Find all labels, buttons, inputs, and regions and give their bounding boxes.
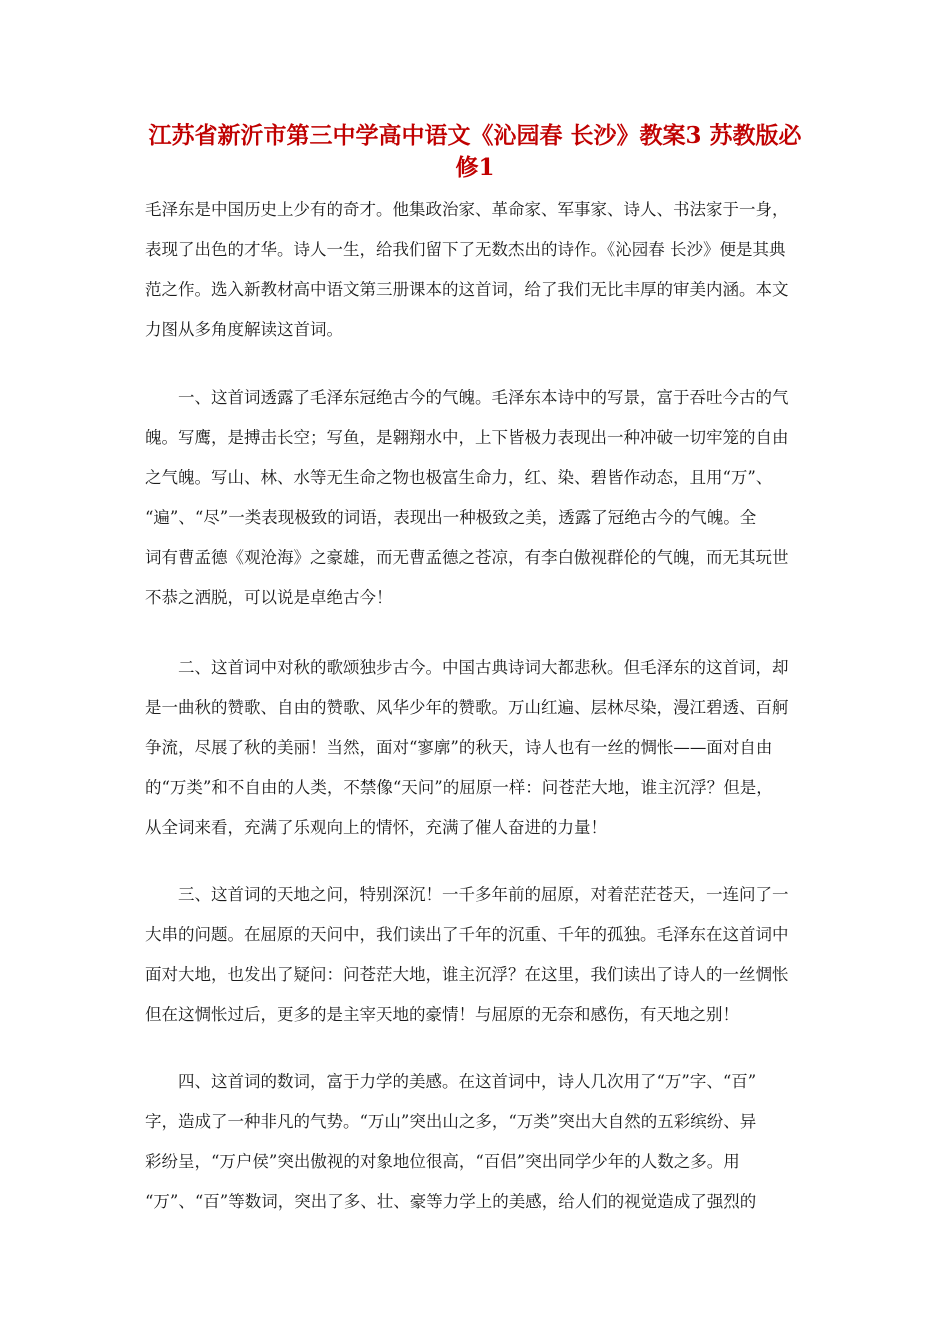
text-line: “万”、“百”等数词，突出了多、壮、豪等力学上的美感，给人们的视觉造成了强烈的 — [145, 1192, 757, 1211]
text-line: “遍”、“尽”一类表现极致的词语，表现出一种极致之美，透露了冠绝古今的气魄。全 — [145, 508, 757, 527]
text-line: 二、这首词中对秋的歌颂独步古今。中国古典诗词大都悲秋。但毛泽东的这首词，却 — [145, 658, 789, 677]
text-line: 毛泽东是中国历史上少有的奇才。他集政治家、革命家、军事家、诗人、书法家于一身， — [145, 200, 789, 219]
text-line: 三、这首词的天地之问，特别深沉！一千多年前的屈原，对着茫茫苍天，一连问了一 — [145, 885, 789, 904]
text-line: 大串的问题。在屈原的天问中，我们读出了千年的沉重、千年的孤独。毛泽东在这首词中 — [145, 925, 789, 944]
text-line: 面对大地，也发出了疑问：问苍茫大地，谁主沉浮？在这里，我们读出了诗人的一丝惆怅 — [145, 965, 789, 984]
text-line: 四、这首词的数词，富于力学的美感。在这首词中，诗人几次用了“万”字、“百” — [145, 1072, 757, 1091]
section-one-paragraph — [145, 378, 815, 618]
text-line: 不恭之洒脱，可以说是卓绝古今！ — [145, 588, 393, 607]
text-line: 但在这惆怅过后，更多的是主宰天地的豪情！与屈原的无奈和感伤，有天地之别！ — [145, 1005, 739, 1024]
text-line: 一、这首词透露了毛泽东冠绝古今的气魄。毛泽东本诗中的写景，富于吞吐今古的气 — [145, 388, 789, 407]
section-three-paragraph — [145, 875, 815, 1035]
title-line: 修1 — [455, 154, 495, 181]
text-line: 范之作。选入新教材高中语文第三册课本的这首词，给了我们无比丰厚的审美内涵。本文 — [145, 280, 789, 299]
text-line: 魄。写鹰，是搏击长空；写鱼，是翱翔水中，上下皆极力表现出一种冲破一切牢笼的自由 — [145, 428, 789, 447]
document-title — [120, 120, 830, 184]
intro-paragraph — [145, 190, 815, 350]
text-line: 力图从多角度解读这首词。 — [145, 320, 343, 339]
text-line: 表现了出色的才华。诗人一生，给我们留下了无数杰出的诗作。《沁园春 长沙》便是其典 — [145, 240, 786, 259]
text-line: 字，造成了一种非凡的气势。“万山”突出山之多，“万类”突出大自然的五彩缤纷、异 — [145, 1112, 757, 1131]
text-line: 是一曲秋的赞歌、自由的赞歌、风华少年的赞歌。万山红遍、层林尽染，漫江碧透、百舸 — [145, 698, 789, 717]
text-line: 之气魄。写山、林、水等无生命之物也极富生命力，红、染、碧皆作动态，且用“万”、 — [145, 468, 773, 487]
section-four-paragraph — [145, 1062, 815, 1222]
text-line: 争流，尽展了秋的美丽！当然，面对“寥廓”的秋天，诗人也有一丝的惆怅——面对自由 — [145, 738, 773, 757]
section-two-paragraph — [145, 648, 815, 848]
text-line: 词有曹孟德《观沧海》之豪雄，而无曹孟德之苍凉，有李白傲视群伦的气魄，而无其玩世 — [145, 548, 789, 567]
title-line: 江苏省新沂市第三中学高中语文《沁园春 长沙》教案3 苏教版必 — [148, 122, 802, 149]
text-line: 的“万类”和不自由的人类，不禁像“天问”的屈原一样：问苍茫大地，谁主沉浮？但是， — [145, 778, 773, 797]
text-line: 从全词来看，充满了乐观向上的情怀，充满了催人奋进的力量！ — [145, 818, 607, 837]
text-line: 彩纷呈，“万户侯”突出傲视的对象地位很高，“百侣”突出同学少年的人数之多。用 — [145, 1152, 740, 1171]
